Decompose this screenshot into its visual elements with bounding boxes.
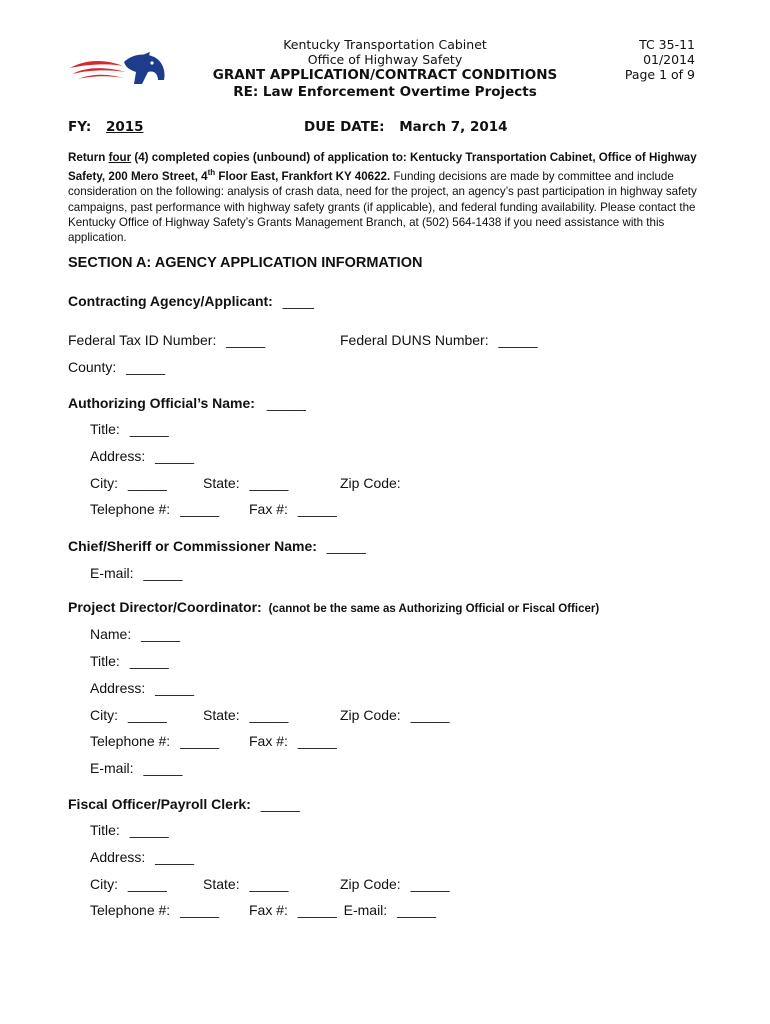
form-subtitle: RE: Law Enforcement Overtime Projects <box>233 84 537 100</box>
form-date: 01/2014 <box>643 52 695 67</box>
county-label: County: <box>68 359 117 375</box>
agency-name: Kentucky Transportation Cabinet <box>283 37 487 52</box>
project-director-row <box>68 599 599 615</box>
pd-address-field[interactable]: _____ <box>155 680 195 696</box>
fiscal-officer-field[interactable]: _____ <box>260 796 300 812</box>
auth-title-field[interactable]: _____ <box>129 421 169 437</box>
duns-label: Federal DUNS Number: <box>340 332 489 348</box>
fo-fax-label: Fax #: <box>249 902 288 918</box>
contracting-agency-row <box>68 293 314 309</box>
chief-email-label: E-mail: <box>90 565 134 581</box>
fiscal-officer-label: Fiscal Officer/Payroll Clerk: <box>68 796 251 812</box>
pd-zip-label: Zip Code: <box>340 707 401 723</box>
authorizing-official-label: Authorizing Official’s Name: <box>68 395 255 411</box>
auth-address-label: Address: <box>90 448 146 464</box>
pd-email-field[interactable]: _____ <box>143 760 183 776</box>
pd-name-row <box>90 626 180 642</box>
auth-fax-field[interactable]: _____ <box>297 501 337 517</box>
fy-value: 2015 <box>105 119 144 135</box>
auth-city-label: City: <box>90 475 118 491</box>
pd-title-row <box>90 653 169 669</box>
chief-field[interactable]: _____ <box>326 538 366 554</box>
pd-city-label: City: <box>90 707 118 723</box>
auth-telephone-label: Telephone #: <box>90 501 171 517</box>
auth-fax-label: Fax #: <box>249 501 288 517</box>
fo-zip-label: Zip Code: <box>340 876 401 892</box>
fo-email-field[interactable]: _____ <box>397 902 437 918</box>
county-field[interactable]: _____ <box>126 359 166 375</box>
pd-city-field[interactable]: _____ <box>127 707 167 723</box>
fo-fax-row <box>249 902 436 918</box>
auth-zip-label: Zip Code: <box>340 475 401 491</box>
due-date-value: March 7, 2014 <box>399 119 508 135</box>
auth-address-row <box>90 448 194 464</box>
auth-telephone-field[interactable]: _____ <box>180 501 220 517</box>
fiscal-officer-row <box>68 796 300 812</box>
pd-email-label: E-mail: <box>90 760 134 776</box>
authorizing-official-field[interactable]: _____ <box>266 395 306 411</box>
pd-state-label: State: <box>203 707 240 723</box>
due-date-row <box>304 119 508 135</box>
pd-telephone-label: Telephone #: <box>90 733 171 749</box>
auth-state-row <box>203 475 288 491</box>
chief-row <box>68 538 366 554</box>
fo-zip-row <box>340 876 450 892</box>
pd-fax-label: Fax #: <box>249 733 288 749</box>
auth-title-label: Title: <box>90 421 120 437</box>
fo-telephone-field[interactable]: _____ <box>180 902 220 918</box>
authorizing-official-row <box>68 395 306 411</box>
chief-email-field[interactable]: _____ <box>143 565 183 581</box>
fo-telephone-label: Telephone #: <box>90 902 171 918</box>
pd-fax-row <box>249 733 337 749</box>
fo-fax-field[interactable]: _____ <box>297 902 337 918</box>
auth-address-field[interactable]: _____ <box>155 448 195 464</box>
chief-email-row <box>90 565 182 581</box>
auth-state-label: State: <box>203 475 240 491</box>
pd-name-label: Name: <box>90 626 132 642</box>
fo-address-label: Address: <box>90 849 146 865</box>
kentucky-horse-logo-icon <box>68 50 168 88</box>
fo-email-label: E-mail: <box>343 902 388 918</box>
fo-address-row <box>90 849 194 865</box>
auth-city-field[interactable]: _____ <box>127 475 167 491</box>
pd-name-field[interactable]: _____ <box>141 626 181 642</box>
fy-row <box>68 119 144 135</box>
fo-title-field[interactable]: _____ <box>129 822 169 838</box>
tax-id-field[interactable]: _____ <box>226 332 266 348</box>
section-a-heading: SECTION A: AGENCY APPLICATION INFORMATION <box>68 255 423 271</box>
duns-field[interactable]: _____ <box>498 332 538 348</box>
page-number: Page 1 of 9 <box>624 67 695 82</box>
duns-row <box>340 332 537 348</box>
contracting-agency-label: Contracting Agency/Applicant: <box>68 293 273 309</box>
pd-state-field[interactable]: _____ <box>249 707 289 723</box>
auth-city-row <box>90 475 167 491</box>
fo-telephone-row <box>90 902 219 918</box>
pd-fax-field[interactable]: _____ <box>297 733 337 749</box>
fo-city-label: City: <box>90 876 118 892</box>
auth-state-field[interactable]: _____ <box>249 475 289 491</box>
fo-state-label: State: <box>203 876 240 892</box>
pd-title-label: Title: <box>90 653 120 669</box>
instructions-paragraph: Return four (4) completed copies (unbound) of application to: Kentucky Transportation Cabinet, Office of Highway Safety, 200 Mero Street, 4th Floor East, Frankfort KY 40622. Funding decisions are made by committee and include consideration on the following: analysis of crash data, need for the project, an agency’s past participation in highway safety campaigns, past performance with highway safety grants (if applicable), and federal funding availability. Please contact the Kentucky Office of Highway Safety’s Grants Management Branch, at (502) 564-1438 if you need assistance with this application. <box>68 151 697 245</box>
office-name: Office of Highway Safety <box>307 52 463 67</box>
project-director-note: (cannot be the same as Authorizing Official or Fiscal Officer) <box>268 603 600 615</box>
four-emphasis: four <box>108 151 132 164</box>
pd-zip-field[interactable]: _____ <box>410 707 450 723</box>
form-title: GRANT APPLICATION/CONTRACT CONDITIONS <box>212 67 558 83</box>
project-director-label: Project Director/Coordinator: <box>68 599 262 615</box>
pd-telephone-row <box>90 733 219 749</box>
auth-telephone-row <box>90 501 219 517</box>
pd-telephone-field[interactable]: _____ <box>180 733 220 749</box>
auth-fax-row <box>249 501 337 517</box>
pd-city-row <box>90 707 167 723</box>
pd-address-row <box>90 680 194 696</box>
county-row <box>68 359 165 375</box>
fo-address-field[interactable]: _____ <box>155 849 195 865</box>
form-number: TC 35-11 <box>639 37 695 52</box>
fo-city-field[interactable]: _____ <box>127 876 167 892</box>
auth-title-row <box>90 421 169 437</box>
pd-zip-row <box>340 707 450 723</box>
fo-title-label: Title: <box>90 822 120 838</box>
pd-address-label: Address: <box>90 680 146 696</box>
auth-zip-row <box>340 475 401 491</box>
fo-zip-field[interactable]: _____ <box>410 876 450 892</box>
tax-id-label: Federal Tax ID Number: <box>68 332 217 348</box>
fo-state-field[interactable]: _____ <box>249 876 289 892</box>
due-date-label: DUE DATE: <box>304 119 385 135</box>
tax-id-row <box>68 332 265 348</box>
fo-city-row <box>90 876 167 892</box>
fo-title-row <box>90 822 169 838</box>
chief-label: Chief/Sheriff or Commissioner Name: <box>68 538 317 554</box>
pd-email-row <box>90 760 182 776</box>
fy-label: FY: <box>68 119 92 135</box>
contracting-agency-field[interactable]: ____ <box>282 293 314 309</box>
pd-state-row <box>203 707 288 723</box>
pd-title-field[interactable]: _____ <box>129 653 169 669</box>
fo-state-row <box>203 876 288 892</box>
